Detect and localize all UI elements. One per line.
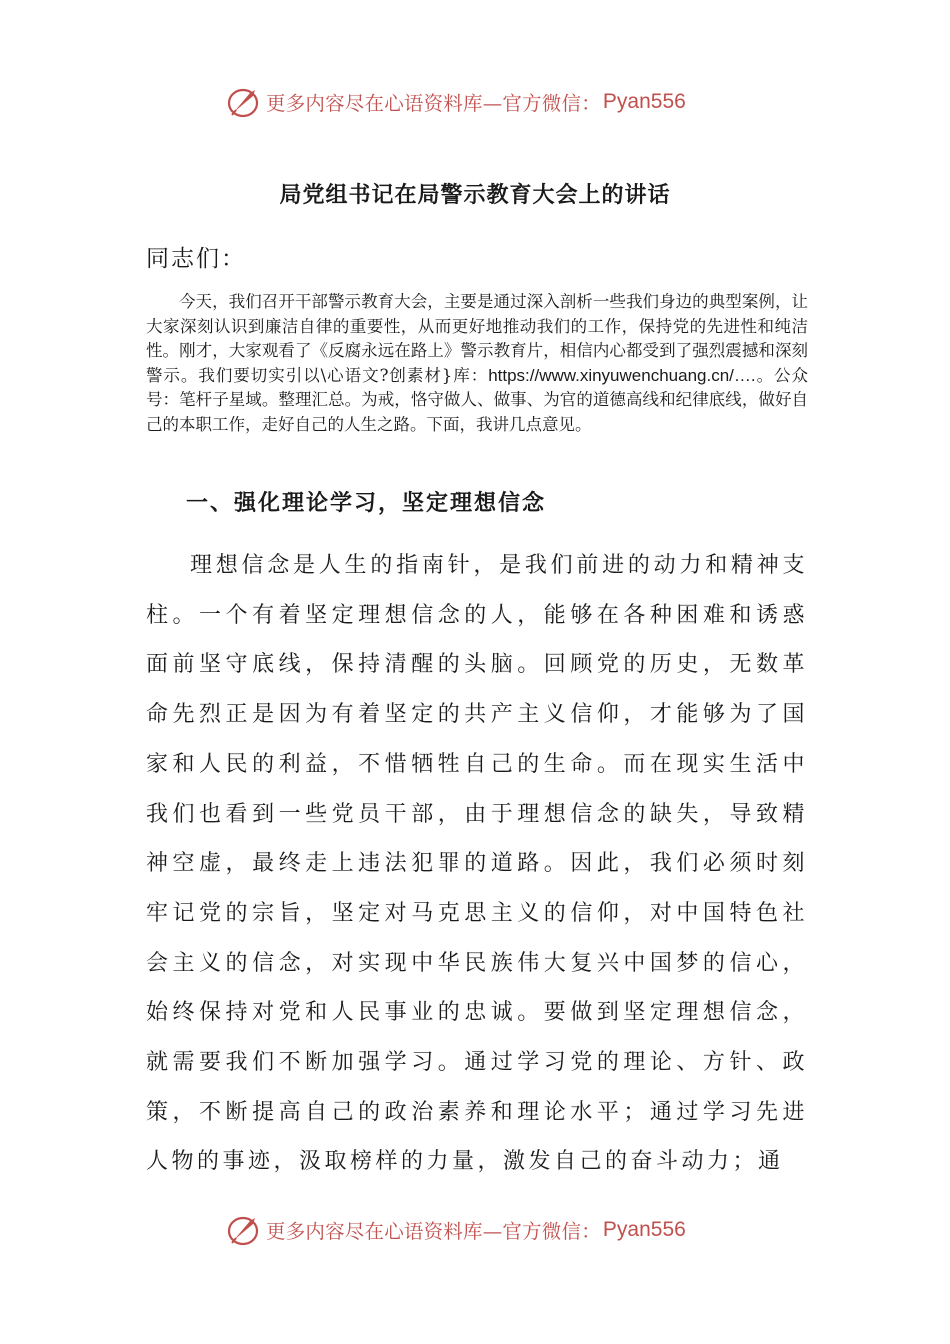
banner-text: 更多内容尽在心语资料库—官方微信：	[266, 1220, 601, 1243]
intro-paragraph	[146, 290, 808, 437]
banner-wechat-id: Pyan556	[602, 90, 686, 113]
header-watermark-banner	[226, 82, 726, 122]
footer-watermark-banner	[226, 1210, 726, 1250]
intro-text-after-url: 。公众号：笔杆子星域。整理汇总。为戒，恪守做人、做事、为官的道德高线和纪律底线，做好自己的本职工作，走好自己的人生之路。下面，我讲几点意见。	[146, 365, 809, 434]
intro-url: https://www.xinyuwenchuang.cn/….	[488, 365, 756, 385]
banner-wechat-id: Pyan556	[602, 1218, 686, 1241]
section-1-paragraph: 理想信念是人生的指南针，是我们前进的动力和精神支柱。一个有着坚定理想信念的人，能够在各种困难和诱惑面前坚守底线，保持清醒的头脑。回顾党的历史，无数革命先烈正是因为有着坚定的共产主义信仰，才能够为了国家和人民的利益，不惜牺牲自己的生命。而在现实生活中我们也看到一些党员干部，由于理想信念的缺失，导致精神空虚，最终走上违法犯罪的道路。因此，我们必须时刻牢记党的宗旨，坚定对马克思主义的信仰，对中国特色社会主义的信念，对实现中华民族伟大复兴中国梦的信心，始终保持对党和人民事业的忠诚。要做到坚定理想信念，就需要我们不断加强学习。通过学习党的理论、方针、政策，不断提高自己的政治素养和理论水平；通过学习先进人物的事迹，汲取榜样的力量，激发自己的奋斗动力；通	[146, 553, 808, 1175]
greeting: 同志们：	[146, 246, 246, 272]
intro-text-before-url: 今天，我们召开干部警示教育大会，主要是通过深入剖析一些我们身边的典型案例，让大家深刻认识到廉洁自律的重要性，从而更好地推动我们的工作，保持党的先进性和纯洁性。刚才，大家观看了《反腐永远在路上》警示教育片，相信内心都受到了强烈震撼和深刻警示。我们要切实引以\心语文?创素材}库：	[146, 292, 808, 385]
quill-pen-logo-icon	[226, 84, 262, 120]
quill-pen-logo-icon	[226, 1212, 262, 1248]
banner-text: 更多内容尽在心语资料库—官方微信：	[266, 92, 601, 115]
section-heading-1: 一、强化理论学习，坚定理想信念	[186, 490, 547, 516]
page-title: 局党组书记在局警示教育大会上的讲话	[279, 182, 671, 208]
